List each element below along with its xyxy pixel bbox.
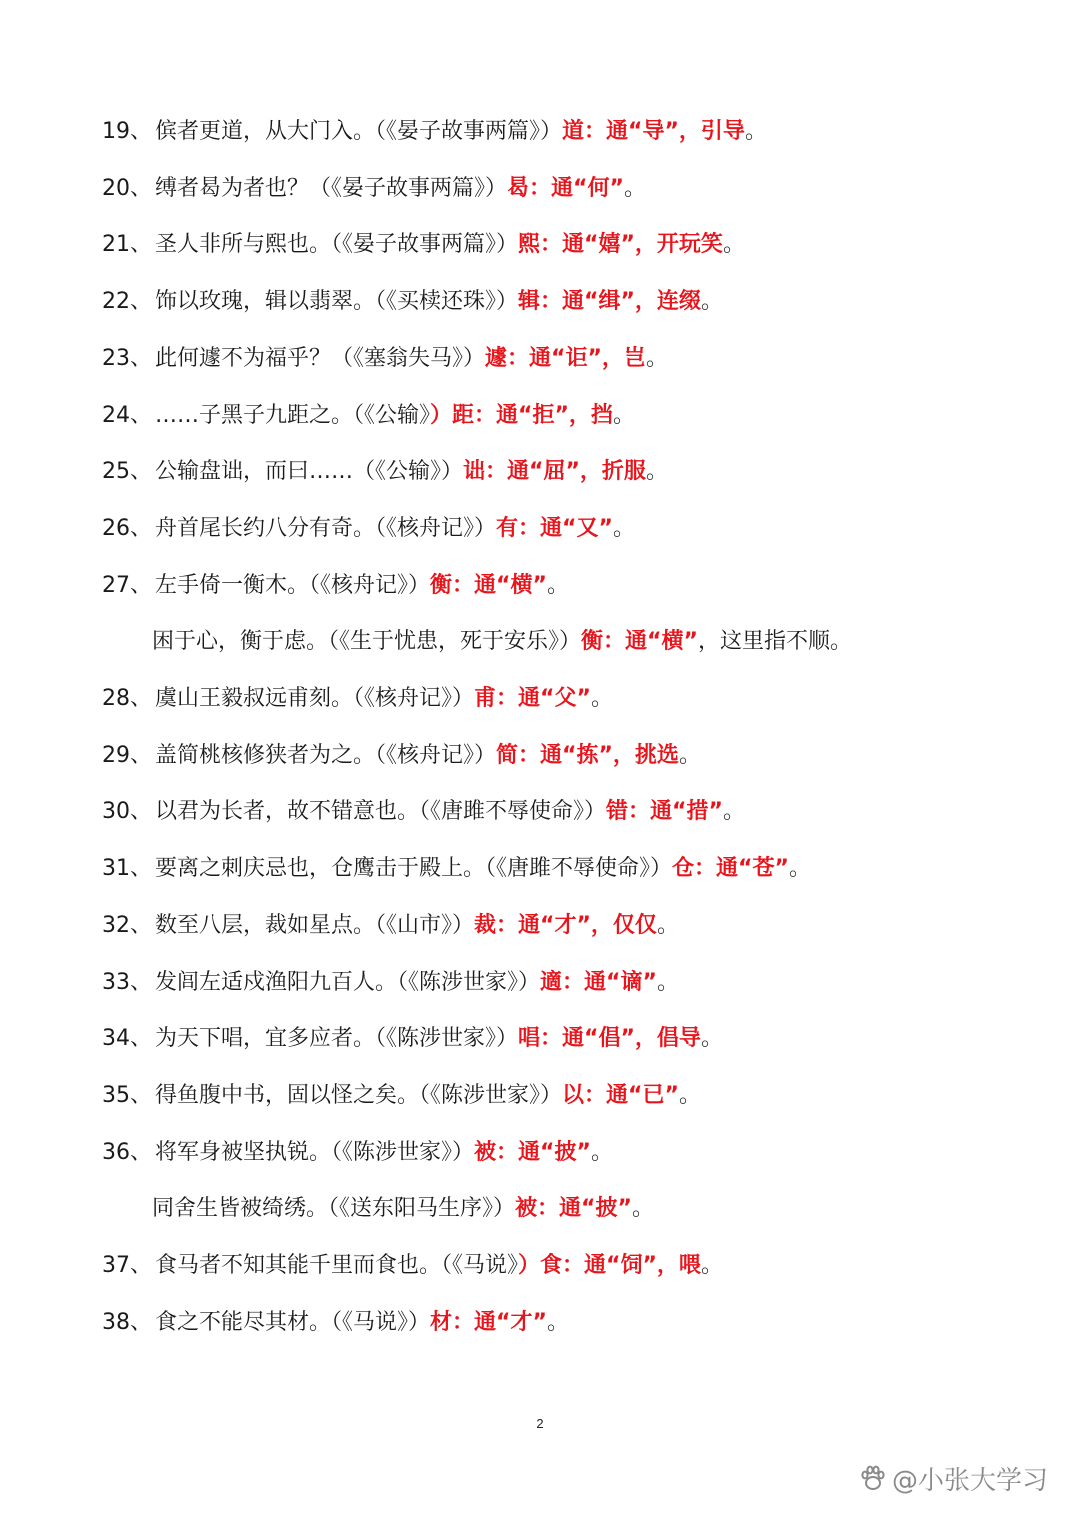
entry-line [0,728,1080,784]
entry-sentence: 数至八层，裁如星点。（《山市》） [155,913,475,938]
entry-number: 31、 [102,856,152,881]
entry-sentence: 将军身被坚执锐。（《陈涉世家》） [155,1140,475,1165]
entry-tail: 。 [656,913,679,938]
watermark-text: @小张大学习 [892,1465,1049,1496]
entry-line [0,1181,1080,1237]
entry-line [0,501,1080,557]
entry-number: 21、 [102,232,152,257]
entry-line [0,955,1080,1011]
entry-annotation: 熙：通“嬉”，开玩笑 [518,232,723,257]
entry-sentence: 同舍生皆被绮绣。（《送东阳马生序》） [152,1196,516,1221]
entry-tail: 。 [546,1310,569,1335]
entry-sentence: 傧者更道，从大门入。（《晏子故事两篇》） [155,119,563,144]
entry-tail: 。 [645,459,668,484]
entry-line [0,444,1080,500]
entry-tail: 。 [722,232,745,257]
entry-number: 22、 [102,289,152,314]
entry-sentence: 圣人非所与熙也。（《晏子故事两篇》） [155,232,519,257]
entry-body [155,1125,613,1181]
entry-body [155,841,811,897]
entry-number: 29、 [102,743,152,768]
entry-annotation: 適：通“谪” [540,970,657,995]
entry-sentence: 盖简桃核修狭者为之。（《核舟记》） [155,743,497,768]
entry-tail: 。 [612,403,635,428]
entry-annotation: 被：通“披” [515,1196,632,1221]
entry-annotation: 简：通“拣”，挑选 [496,743,679,768]
entry-sentence: 发闾左适戍渔阳九百人。（《陈涉世家》） [155,970,541,995]
entry-annotation: 裁：通“才”，仅仅 [474,913,657,938]
entry-body [155,1238,723,1294]
entry-line [0,898,1080,954]
entry-sentence: 要离之刺庆忌也，仓鹰击于殿上。（《唐雎不辱使命》） [155,856,673,881]
entry-tail: 。 [546,573,569,598]
entry-tail: 。 [590,1140,613,1165]
entry-sentence: 左手倚一衡木。（《核舟记》） [155,573,431,598]
entry-body [155,898,679,954]
entry-sentence: 食马者不知其能千里而食也。（《马说》 [155,1253,519,1278]
entry-body [155,444,668,500]
entry-number: 25、 [102,459,152,484]
entry-body [152,1181,654,1237]
entry-sentence: 得鱼腹中书，固以怪之矣。（《陈涉世家》） [155,1083,563,1108]
entry-number: 37、 [102,1253,152,1278]
entry-body [155,331,668,387]
entry-annotation: 材：通“才” [430,1310,547,1335]
entry-line [0,274,1080,330]
entry-annotation: ）距：通“拒”，挡 [430,403,613,428]
entry-body [155,388,635,444]
entry-tail: 。 [590,686,613,711]
entry-sentence: 为天下唱，宜多应者。（《陈涉世家》） [155,1026,519,1051]
entry-annotation: 诎：通“屈”，折服 [463,459,646,484]
entry-tail: 。 [678,1083,701,1108]
entry-tail: 。 [656,970,679,995]
entry-number: 38、 [102,1310,152,1335]
paw-icon [858,1463,888,1493]
entry-tail: 。 [645,346,668,371]
entry-body [155,104,767,160]
entry-tail: 。 [788,856,811,881]
entry-number: 23、 [102,346,152,371]
entry-annotation: 遽：通“讵”，岂 [485,346,646,371]
entry-annotation: 仓：通“苍” [672,856,789,881]
entry-annotation: 衡：通“横” [430,573,547,598]
entry-line [0,1068,1080,1124]
entry-number: 35、 [102,1083,152,1108]
entry-body [155,501,635,557]
entry-annotation: 甫：通“父” [474,686,591,711]
entry-line [0,331,1080,387]
entry-sentence: 公输盘诎，而曰……（《公输》） [155,459,464,484]
entry-sentence: 舟首尾长约八分有奇。（《核舟记》） [155,516,497,541]
entry-number: 32、 [102,913,152,938]
entry-sentence: 虞山王毅叔远甫刻。（《核舟记》） [155,686,475,711]
entry-annotation: 曷：通“何” [507,176,624,201]
entry-annotation: 错：通“措” [606,799,723,824]
watermark [858,1458,1048,1498]
entry-body [155,784,745,840]
entry-line [0,1125,1080,1181]
entry-line [0,841,1080,897]
entry-body [155,1295,569,1351]
entry-line [0,1238,1080,1294]
entry-number: 36、 [102,1140,152,1165]
entry-number: 24、 [102,403,152,428]
entry-line [0,217,1080,273]
entry-line [0,388,1080,444]
entry-body [155,274,723,330]
entry-number: 30、 [102,799,152,824]
entry-line [0,104,1080,160]
entry-body [155,1011,723,1067]
entry-annotation: 衡：通“横” [581,629,698,654]
entry-number: 19、 [102,119,152,144]
entry-body [155,161,646,217]
entry-tail: 。 [700,1253,723,1278]
entry-sentence: 饰以玫瑰，辑以翡翠。（《买椟还珠》） [155,289,519,314]
entry-line [0,1011,1080,1067]
entry-body [155,217,745,273]
entry-body [155,1068,701,1124]
entry-tail: 。 [678,743,701,768]
entry-annotation: 有：通“又” [496,516,613,541]
entry-sentence: 食之不能尽其材。（《马说》） [155,1310,431,1335]
entry-body [155,728,701,784]
entry-tail: 。 [623,176,646,201]
entry-tail: 。 [700,1026,723,1051]
entry-annotation: ）食：通“饲”，喂 [518,1253,701,1278]
entry-body [155,955,679,1011]
entry-tail: 。 [631,1196,654,1221]
entry-annotation: 道：通“导”，引导 [562,119,745,144]
entry-line [0,614,1080,670]
entry-tail: 。 [612,516,635,541]
entry-annotation: 被：通“披” [474,1140,591,1165]
entry-line [0,161,1080,217]
entry-annotation: 以：通“已” [562,1083,679,1108]
entry-sentence: 缚者曷为者也？（《晏子故事两篇》） [155,176,508,201]
entry-sentence: 此何遽不为福乎？（《塞翁失马》） [155,346,486,371]
entry-sentence: 以君为长者，故不错意也。（《唐雎不辱使命》） [155,799,607,824]
entry-annotation: 辑：通“缉”，连缀 [518,289,701,314]
entry-number: 33、 [102,970,152,995]
entry-number: 34、 [102,1026,152,1051]
entry-body [152,614,852,670]
entry-line [0,1295,1080,1351]
entry-annotation: 唱：通“倡”，倡导 [518,1026,701,1051]
entry-number: 27、 [102,573,152,598]
entry-number: 20、 [102,176,152,201]
entry-body [155,558,569,614]
entry-number: 26、 [102,516,152,541]
page-number: 2 [536,1416,544,1431]
entry-body [155,671,613,727]
entry-tail: ，这里指不顺。 [697,629,852,654]
entry-sentence: ……子黑子九距之。（《公输》 [155,403,431,428]
entry-line [0,558,1080,614]
entry-line [0,671,1080,727]
entry-sentence: 困于心，衡于虑。（《生于忧患，死于安乐》） [152,629,582,654]
entry-number: 28、 [102,686,152,711]
entry-tail: 。 [700,289,723,314]
entry-tail: 。 [722,799,745,824]
entry-tail: 。 [744,119,767,144]
entry-line [0,784,1080,840]
